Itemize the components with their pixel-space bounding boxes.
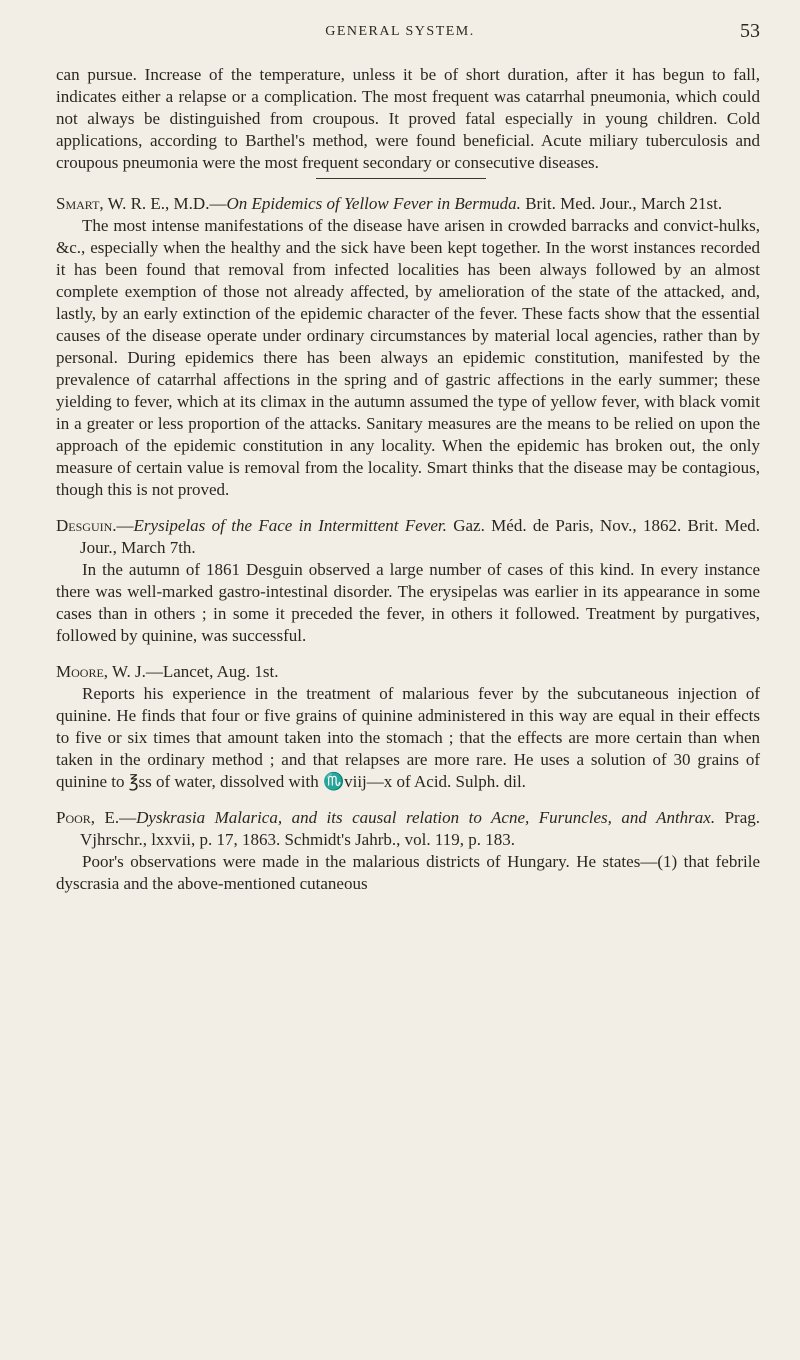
citation-source: Brit. Med. Jour., March 21st. bbox=[525, 194, 723, 213]
citation-author: Smart, W. R. E., M.D. bbox=[56, 194, 210, 213]
entry-moore bbox=[56, 661, 760, 793]
citation-author: Desguin. bbox=[56, 516, 117, 535]
intro-paragraph: can pursue. Increase of the temperature, unless it be of short duration, after it has begun to fall, indicates either a relapse or a complication. The most frequent was catarrhal pneumonia, which could not always be distinguished from croupous. It proved fatal especially in young children. Cold applications, according to Barthel's method, were found beneficial. Acute miliary tuberculosis and croupous pneumonia were the most frequent secondary or consecutive diseases. bbox=[56, 65, 760, 172]
entry-body: Poor's observations were made in the malarious districts of Hungary. He states—(1) that febrile dyscrasia and the above-mentioned cutaneous bbox=[56, 852, 760, 893]
page-number: 53 bbox=[740, 20, 760, 42]
citation-title: Dyskrasia Malarica, and its causal relation to Acne, Furuncles, and Anthrax. bbox=[136, 808, 716, 827]
entry-body: The most intense manifestations of the disease have arisen in crowded barracks and convict-hulks, &c., especially when the healthy and the sick have been kept together. In the worst instances recorded it has been found that removal from infected localities has been always followed by an almost complete exemption of those not already affected, by amelioration of the state of the attacked, and, lastly, by an early extinction of the epidemic character of the fever. These facts show that the essential causes of the disease operate under ordinary circumstances by material local agencies, rather than by personal. During epidemics there has been always an epidemic constitution, manifested by the prevalence of catarrhal affections in the spring and of gastric affections in the early summer; these yielding to fever, which at its climax in the autumn assumed the type of yellow fever, with black vomit in a greater or less proportion of the attacks. Sanitary measures are the means to be relied on upon the approach of the epidemic constitution in any locality. When the epidemic has broken out, the only measure of certain value is removal from the locality. Smart thinks that the disease may be contagious, though this is not proved. bbox=[56, 216, 760, 499]
citation-source: Prag. Vjhrschr., lxxvii, p. 17, 1863. Schmidt's Jahrb., vol. 119, p. 183. bbox=[80, 808, 760, 849]
citation-author: Poor, E. bbox=[56, 808, 120, 827]
section-divider bbox=[316, 178, 486, 179]
entry-poor bbox=[56, 807, 760, 895]
citation: Desguin.—Erysipelas of the Face in Intermittent Fever. Gaz. Méd. de Paris, Nov., 1862. Brit. Med. Jour., March 7th. bbox=[56, 516, 760, 557]
citation-title: On Epidemics of Yellow Fever in Bermuda. bbox=[226, 194, 521, 213]
entry-desguin bbox=[56, 515, 760, 647]
citation: Moore, W. J.—Lancet, Aug. 1st. bbox=[56, 662, 279, 681]
citation: Poor, E.—Dyskrasia Malarica, and its causal relation to Acne, Furuncles, and Anthrax. Prag. Vjhrschr., lxxvii, p. 17, 1863. Schmidt's Jahrb., vol. 119, p. 183. bbox=[56, 808, 760, 849]
citation: Smart, W. R. E., M.D.—On Epidemics of Yellow Fever in Bermuda. Brit. Med. Jour., March 21st. bbox=[56, 194, 723, 213]
citation-source: Lancet, Aug. 1st. bbox=[162, 662, 279, 681]
body-text bbox=[56, 64, 760, 895]
entry-smart bbox=[56, 193, 760, 501]
entry-body: In the autumn of 1861 Desguin observed a large number of cases of this kind. In every instance there was well-marked gastro-intestinal disorder. The erysipelas was earlier in its appearance in some cases than in others ; in some it preceded the fever, in others it followed. Treatment by purgatives, followed by quinine, was successful. bbox=[56, 560, 760, 645]
citation-title: Erysipelas of the Face in Intermittent Fever. bbox=[133, 516, 447, 535]
citation-source: Gaz. Méd. de Paris, Nov., 1862. Brit. Med. Jour., March 7th. bbox=[80, 516, 760, 557]
entry-body: Reports his experience in the treatment of malarious fever by the subcutaneous injection of quinine. He finds that four or five grains of quinine administered in this way are equal in their effects to five or six times that amount taken into the stomach ; that the effects are more certain than when taken in the ordinary method ; and that relapses are more rare. He uses a solution of 30 grains of quinine to ℥ss of water, dissolved with ♏viij—x of Acid. Sulph. dil. bbox=[56, 684, 760, 791]
running-head bbox=[0, 0, 800, 62]
citation-author: Moore, W. J. bbox=[56, 662, 146, 681]
running-title: GENERAL SYSTEM. bbox=[325, 24, 475, 39]
